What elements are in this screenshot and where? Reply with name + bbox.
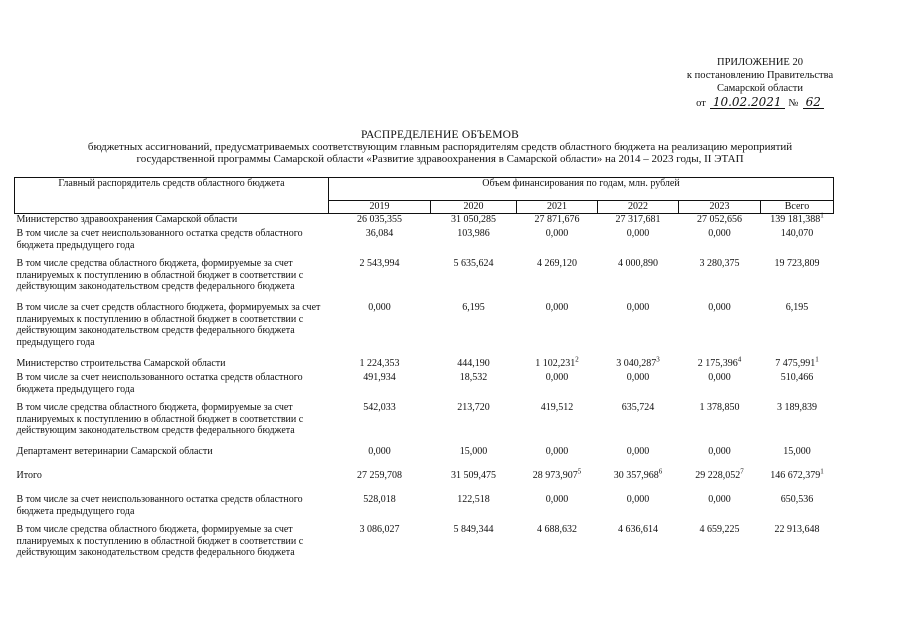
header-year: 2019 [329, 201, 431, 214]
value-text: 213,720 [457, 402, 490, 413]
value-text: 0,000 [545, 494, 569, 505]
table-body [15, 211, 834, 569]
annex-from-prefix: от [696, 98, 706, 109]
value-text: 31 509,475 [451, 470, 496, 481]
row-value [679, 355, 761, 372]
row-value [517, 524, 598, 568]
value-text: 0,000 [626, 302, 650, 313]
footnote-marker: 5 [577, 467, 582, 476]
footnote-marker: 1 [820, 211, 824, 220]
row-value [431, 470, 517, 494]
row-value [431, 524, 517, 568]
row-value [431, 214, 517, 229]
row-value [598, 446, 679, 470]
value-text: 6,195 [462, 302, 485, 313]
value-text: 29 228,052 [695, 470, 741, 481]
value-text: 635,724 [621, 402, 655, 413]
value-text: 542,033 [363, 402, 396, 413]
value-text: 0,000 [545, 228, 569, 239]
value-text: 140,070 [780, 228, 814, 239]
row-value [761, 228, 834, 258]
header-total: Всего [761, 201, 834, 214]
value-text: 3 189,839 [777, 402, 817, 413]
row-value [517, 214, 598, 229]
value-text: 27 317,681 [615, 214, 661, 225]
annex-date-number [660, 96, 860, 110]
annex-date: 10.02.2021 [710, 96, 785, 109]
header-year: 2022 [598, 201, 679, 214]
row-label: В том числе за счет неиспользованного остатка средств областного бюджета предыдущего года [16, 494, 303, 517]
row-label: В том числе за счет средств областного бюджета, формируемых за счет планируемых к поступлению в областной бюджет в соответствии с действующим законодательством средств федерального бюджета предыдущего года [16, 302, 321, 348]
row-value [598, 302, 679, 358]
value-text: 6,195 [785, 302, 809, 313]
row-value [598, 258, 679, 302]
value-text: 7 475,991 [775, 358, 816, 369]
value-text: 15,000 [459, 446, 488, 457]
footnote-marker: 1 [815, 355, 819, 364]
value-text: 0,000 [368, 302, 391, 313]
value-text: 4 659,225 [699, 524, 740, 535]
value-text: 4 636,614 [618, 524, 658, 535]
row-value [517, 372, 598, 402]
value-text: 0,000 [626, 494, 650, 505]
table-row [15, 228, 834, 258]
value-text: 2 175,396 [697, 358, 738, 369]
row-value [431, 258, 517, 302]
row-value [598, 228, 679, 258]
header-funding: Объем финансирования по годам, млн. рублей [329, 178, 834, 201]
annex-number: ПРИЛОЖЕНИЕ 20 [717, 57, 803, 68]
annex-block [660, 56, 860, 110]
value-text: 30 357,968 [613, 470, 659, 481]
value-text: 4 269,120 [537, 258, 577, 269]
footnote-marker: 4 [737, 355, 742, 364]
row-value [761, 446, 834, 470]
row-value [329, 258, 431, 302]
value-text: 0,000 [626, 372, 650, 383]
value-text: 0,000 [626, 446, 650, 457]
value-text: 22 913,648 [774, 524, 820, 535]
row-label: В том числе средства областного бюджета, формируемые за счет планируемых к поступлению в областной бюджет в соответствии с действующим законодательством средств федерального бюджета [16, 524, 304, 558]
row-value [679, 494, 761, 524]
row-value [679, 302, 761, 358]
row-value [329, 358, 431, 372]
value-text: 0,000 [545, 372, 569, 383]
value-text: 3 086,027 [359, 524, 400, 535]
row-value [431, 302, 517, 358]
row-value [329, 372, 431, 402]
value-text: 3 040,287 [616, 358, 657, 369]
row-value [329, 446, 431, 470]
annex-number-prefix: № [788, 98, 799, 109]
value-text: 103,986 [457, 228, 490, 239]
header-year: 2021 [517, 201, 598, 214]
row-label: Министерство строительства Самарской области [16, 358, 226, 369]
row-value [679, 228, 761, 258]
row-value [679, 372, 761, 402]
row-value [679, 402, 761, 446]
table-row [15, 214, 834, 229]
table-row [15, 402, 834, 446]
row-label: Итого [16, 470, 42, 481]
row-value [761, 355, 834, 372]
row-value [679, 524, 761, 568]
value-text: 0,000 [708, 228, 731, 239]
value-text: 3 280,375 [699, 258, 740, 269]
value-text: 5 849,344 [453, 524, 494, 535]
footnote-marker: 2 [575, 355, 579, 364]
row-value [517, 355, 598, 372]
row-value [598, 524, 679, 568]
row-value [761, 302, 834, 358]
row-value [517, 467, 598, 494]
row-value [761, 402, 834, 446]
row-value [517, 228, 598, 258]
table-row [15, 494, 834, 524]
annex-reference: к постановлению Правительства [686, 70, 834, 81]
value-text: 0,000 [708, 302, 731, 313]
row-value [761, 494, 834, 524]
row-value [517, 402, 598, 446]
table-row [15, 358, 834, 372]
value-text: 1 378,850 [699, 402, 740, 413]
row-value [329, 302, 431, 358]
value-text: 36,084 [365, 228, 394, 239]
row-value [329, 402, 431, 446]
value-text: 2 543,994 [359, 258, 400, 269]
value-text: 31 050,285 [451, 214, 496, 225]
value-text: 0,000 [708, 372, 731, 383]
header-year: 2020 [431, 201, 517, 214]
table-row [15, 302, 834, 358]
row-value [761, 211, 834, 229]
row-value [517, 446, 598, 470]
value-text: 0,000 [708, 446, 731, 457]
document-title [80, 129, 800, 165]
value-text: 4 688,632 [537, 524, 577, 535]
row-value [679, 258, 761, 302]
footnote-marker: 6 [658, 467, 663, 476]
value-text: 0,000 [545, 302, 569, 313]
row-value [329, 228, 431, 258]
row-label: В том числе за счет неиспользованного остатка средств областного бюджета предыдущего года [16, 372, 303, 395]
row-value [679, 446, 761, 470]
footnote-marker: 3 [656, 355, 660, 364]
row-label: В том числе средства областного бюджета, формируемые за счет планируемых к поступлению в областной бюджет в соответствии с действующим законодательством средств федерального бюджета [16, 258, 304, 292]
row-value [329, 470, 431, 494]
value-text: 26 035,355 [357, 214, 402, 225]
value-text: 510,466 [780, 372, 814, 383]
row-value [517, 494, 598, 524]
table-row [15, 372, 834, 402]
row-value [598, 355, 679, 372]
title-heading: РАСПРЕДЕЛЕНИЕ ОБЪЕМОВ [360, 129, 520, 141]
value-text: 1 102,231 [535, 358, 576, 369]
row-value [761, 372, 834, 402]
value-text: 0,000 [626, 228, 650, 239]
value-text: 19 723,809 [774, 258, 820, 269]
value-text: 444,190 [457, 358, 490, 369]
value-text: 1 224,353 [359, 358, 400, 369]
value-text: 650,536 [780, 494, 814, 505]
row-value [329, 524, 431, 568]
row-label: В том числе за счет неиспользованного остатка средств областного бюджета предыдущего года [16, 228, 303, 251]
budget-table [14, 177, 834, 568]
value-text: 15,000 [783, 446, 811, 457]
row-value [329, 214, 431, 229]
value-text: 4 000,890 [618, 258, 658, 269]
value-text: 27 052,656 [697, 214, 742, 225]
table-row [15, 446, 834, 470]
row-label: Министерство здравоохранения Самарской области [15, 214, 329, 229]
value-text: 139 181,388 [770, 214, 821, 225]
title-subtitle-1: бюджетных ассигнований, предусматриваемых соответствующим главным распорядителям средств областного бюджета на реализацию мероприятий [87, 141, 793, 153]
header-year: 2023 [679, 201, 761, 214]
value-text: 27 871,676 [534, 214, 580, 225]
row-value [517, 302, 598, 358]
value-text: 0,000 [368, 446, 391, 457]
row-value [761, 258, 834, 302]
row-value [598, 402, 679, 446]
value-text: 28 973,907 [532, 470, 578, 481]
row-value [431, 372, 517, 402]
footnote-marker: 1 [820, 467, 824, 476]
value-text: 27 259,708 [357, 470, 402, 481]
value-text: 146 672,379 [770, 470, 821, 481]
value-text: 122,518 [457, 494, 490, 505]
row-value [431, 228, 517, 258]
table-row [15, 524, 834, 568]
value-text: 419,512 [540, 402, 574, 413]
table-row [15, 470, 834, 494]
value-text: 491,934 [363, 372, 396, 383]
row-label: В том числе средства областного бюджета, формируемые за счет планируемых к поступлению в областной бюджет в соответствии с действующим законодательством средств федерального бюджета [16, 402, 304, 436]
row-value [679, 467, 761, 494]
value-text: 0,000 [545, 446, 569, 457]
value-text: 0,000 [708, 494, 731, 505]
value-text: 528,018 [363, 494, 396, 505]
annex-doc-number: 62 [803, 96, 824, 109]
row-value [761, 467, 834, 494]
row-value [679, 214, 761, 229]
row-value [431, 446, 517, 470]
title-subtitle-2: государственной программы Самарской области «Развитие здравоохранения в Самарской области» на 2014 – 2023 годы, II ЭТАП [136, 153, 744, 165]
footnote-marker: 7 [740, 467, 744, 476]
row-value [431, 358, 517, 372]
row-value [598, 214, 679, 229]
row-value [598, 494, 679, 524]
row-value [431, 494, 517, 524]
table-row [15, 258, 834, 302]
row-value [517, 258, 598, 302]
row-value [598, 467, 679, 494]
value-text: 5 635,624 [453, 258, 494, 269]
row-value [329, 494, 431, 524]
value-text: 18,532 [459, 372, 488, 383]
row-value [431, 402, 517, 446]
row-value [761, 524, 834, 568]
row-label: Департамент ветеринарии Самарской области [16, 446, 213, 457]
annex-region: Самарской области [717, 83, 803, 94]
row-value [598, 372, 679, 402]
header-main: Главный распорядитель средств областного бюджета [15, 178, 329, 214]
